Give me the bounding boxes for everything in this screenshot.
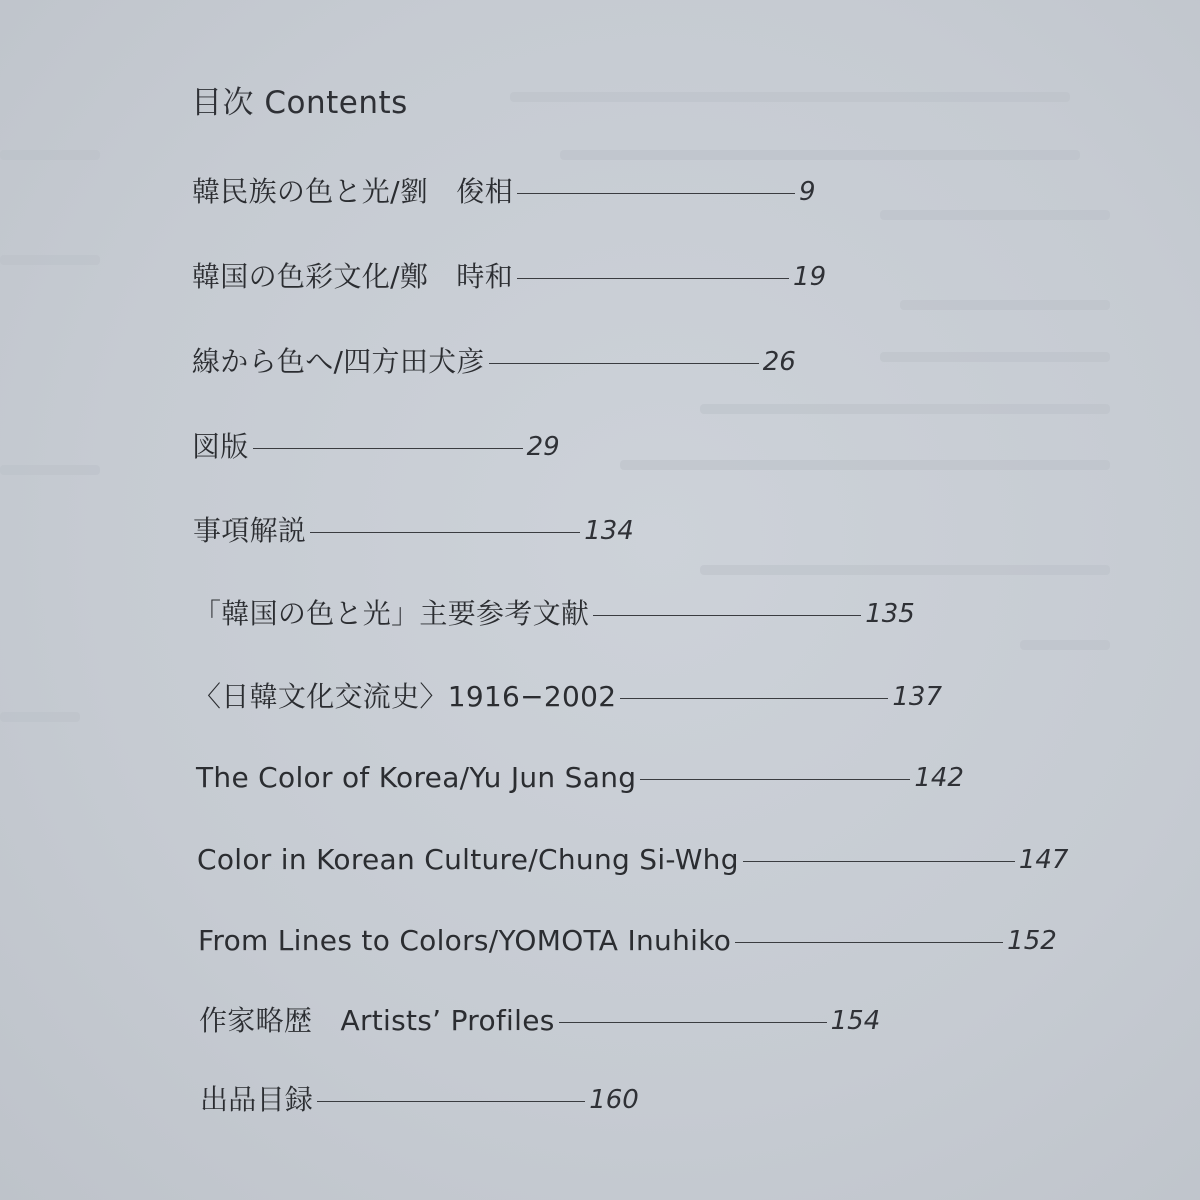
contents-heading: 目次 Contents [191,85,408,121]
toc-entry-title: 韓国の色彩文化/鄭 時和 [192,260,514,293]
toc-entry-page: 154 [830,1006,881,1036]
toc-entry[interactable] [199,1001,880,1041]
toc-entry-page: 160 [589,1085,639,1115]
toc-entry-title: The Color of Korea/Yu Jun Sang [196,761,637,794]
dot-leader [253,448,523,449]
dot-leader [317,1101,585,1102]
show-through-line [510,92,1070,102]
toc-entry-title: 〈日韓文化交流史〉1916−2002 [193,680,617,713]
show-through-line [900,300,1110,310]
show-through-line [560,150,1080,160]
show-through-line [700,404,1110,414]
toc-entry-page: 147 [1018,845,1069,875]
toc-entry[interactable] [200,1080,639,1120]
toc-entry-page: 135 [865,599,915,629]
toc-entry-title: Color in Korean Culture/Chung Si-Whg [197,843,739,876]
toc-entry-title: 線から色へ/四方田犬彦 [192,345,485,378]
dot-leader [743,861,1015,862]
show-through-line [700,565,1110,575]
toc-entry-page: 134 [584,516,634,546]
show-through-line [880,210,1110,220]
dot-leader [620,698,888,699]
show-through-line [880,352,1110,362]
dot-leader [310,532,580,533]
show-through-line [0,465,100,475]
toc-entry[interactable] [193,677,942,717]
toc-entry[interactable] [197,840,1068,880]
dot-leader [735,942,1003,943]
show-through-line [1020,640,1110,650]
dot-leader [517,278,789,279]
show-through-line [0,150,100,160]
toc-entry-page: 29 [526,432,560,462]
show-through-line [0,255,100,265]
toc-entry[interactable] [192,257,826,297]
toc-entry-page: 142 [914,763,964,793]
toc-entry-title: From Lines to Colors/YOMOTA Inuhiko [198,924,732,957]
toc-entry[interactable] [196,758,964,798]
toc-entry[interactable] [193,511,634,551]
toc-entry[interactable] [192,172,816,212]
toc-entry-title: 出品目録 [200,1083,314,1116]
toc-entry[interactable] [192,427,560,467]
toc-entry[interactable] [192,342,796,382]
toc-entry[interactable] [198,921,1057,961]
toc-entry-page: 26 [762,347,796,377]
dot-leader [517,193,795,194]
toc-entry-page: 137 [892,682,943,712]
toc-entry-title: 韓民族の色と光/劉 俊相 [192,175,514,208]
toc-entry-title: 作家略歴 Artists’ Profiles [199,1004,555,1037]
toc-entry-page: 19 [793,262,827,292]
dot-leader [559,1022,827,1023]
show-through-line [0,712,80,722]
toc-entry-page: 9 [799,177,816,207]
toc-entry-title: 「韓国の色と光」主要参考文献 [193,597,590,630]
toc-entry[interactable] [193,594,915,634]
dot-leader [640,779,910,780]
toc-entry-title: 図版 [192,430,249,463]
dot-leader [593,615,861,616]
toc-entry-page: 152 [1007,926,1057,956]
dot-leader [489,363,759,364]
toc-entry-title: 事項解説 [193,514,307,547]
show-through-line [620,460,1110,470]
